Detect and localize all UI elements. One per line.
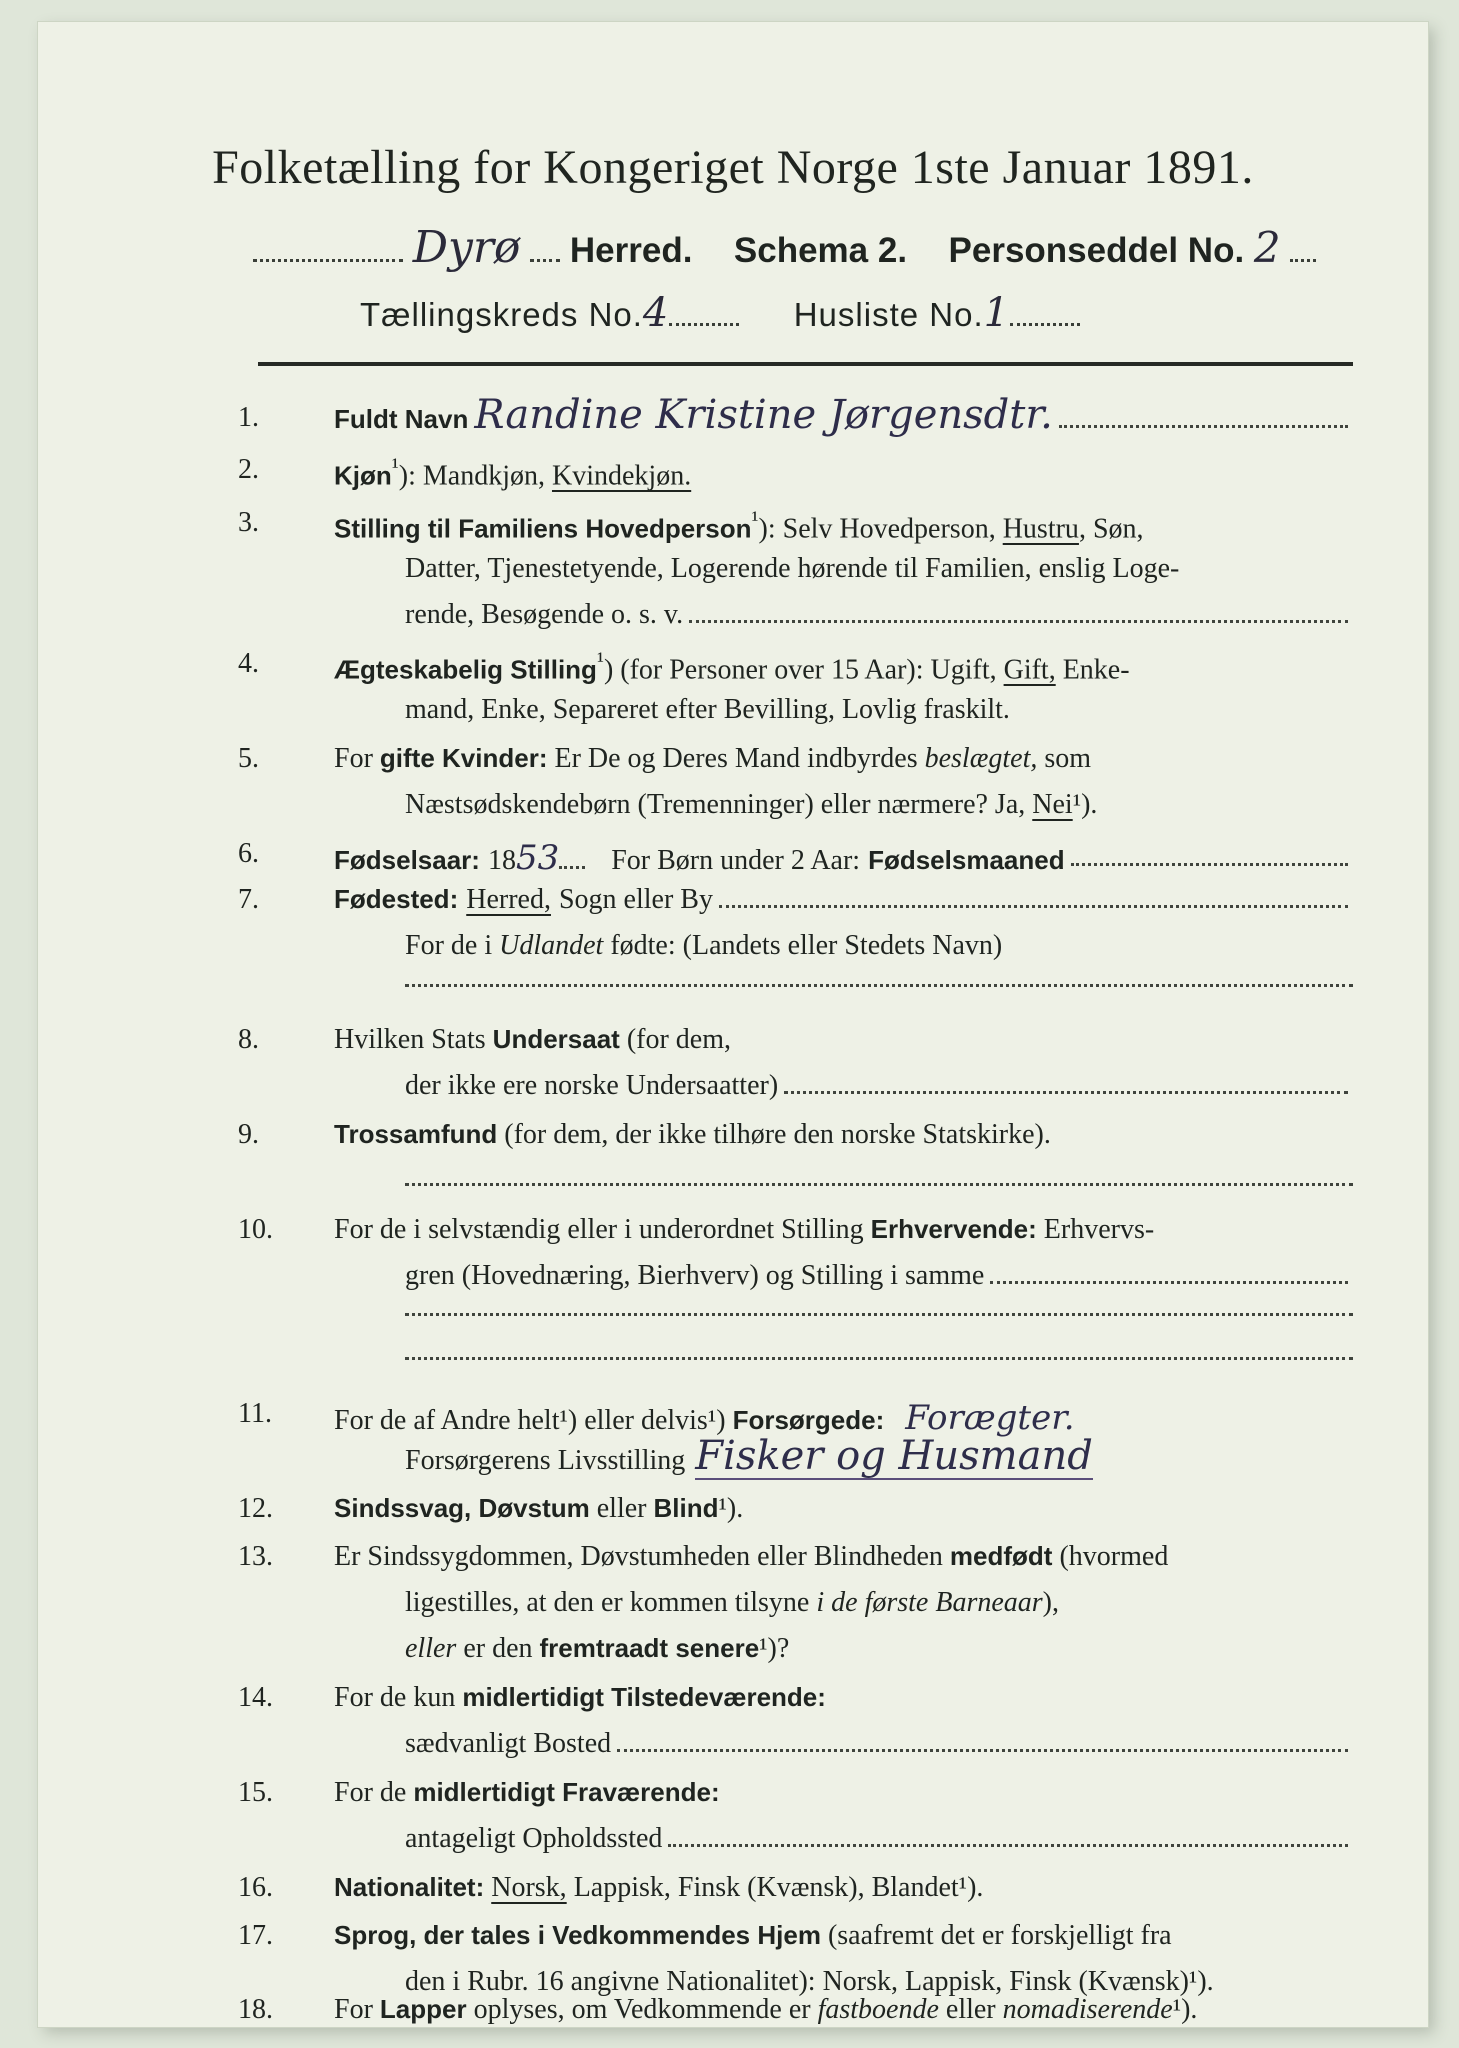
fill-dots (1071, 862, 1348, 866)
item-7-line-2 (38, 930, 1428, 970)
text: Forsørgerens Livsstilling (405, 1445, 686, 1476)
text-italic: beslægtet, (924, 743, 1038, 774)
item-number: 8. (238, 1024, 259, 1055)
item-16 (38, 1872, 1428, 1912)
religion-label: Trossamfund (334, 1119, 498, 1149)
congenital-label: medfødt (949, 1541, 1053, 1571)
text: ¹). (1172, 1994, 1198, 2025)
husliste-label: Husliste No. (793, 296, 984, 333)
text: (hvormed (1059, 1541, 1169, 1572)
family-position-label: Stilling til Familiens Hovedperson (334, 513, 752, 544)
item-15 (38, 1777, 1428, 1817)
item-5 (38, 743, 1428, 783)
text: eller (596, 1493, 647, 1524)
text: oplyses, om Vedkommende er (473, 1994, 811, 2025)
item-10-line-2 (38, 1260, 1428, 1300)
item-number: 6. (238, 838, 259, 869)
sex-selected: Kvindekjøn. (551, 460, 692, 492)
item-number: 9. (238, 1119, 259, 1150)
birth-year-value: 53 (515, 838, 560, 878)
item-8 (38, 1024, 1428, 1064)
text: ¹)? (759, 1633, 790, 1664)
language-label: Sprog, der tales i Vedkommendes Hjem (334, 1920, 821, 1950)
item-number: 7. (238, 884, 259, 915)
disability-label: Sindssvag, Døvstum (334, 1493, 590, 1523)
fill-dots (405, 1312, 1353, 1316)
marital-selected: Gift, (1003, 654, 1056, 686)
marital-status-label: Ægteskabelig Stilling (334, 654, 597, 685)
text: For (334, 1994, 373, 2025)
item-number: 2. (238, 454, 259, 485)
item-number: 17. (238, 1920, 273, 1951)
text: er den (463, 1633, 533, 1664)
fill-dots (719, 904, 1348, 908)
text: For de af Andre helt¹) eller delvis¹) (334, 1405, 726, 1436)
text-italic: nomadiserende (1002, 1994, 1173, 2025)
text-italic: i de første Barneaar (816, 1587, 1043, 1618)
birth-year-label: Fødselsaar: (334, 845, 480, 875)
family-position-options-2: , Søn, (1078, 513, 1144, 545)
item-11-line-2 (38, 1433, 1428, 1484)
family-position-options-3: Datter, Tjenestetyende, Logerende hørende til Familien, enslig Loge- (405, 553, 1180, 584)
text: For de i (405, 930, 493, 961)
header-rule (258, 362, 1353, 366)
herred-line (253, 222, 1316, 273)
item-13-line-3 (38, 1633, 1428, 1673)
sami-label: Lapper (379, 1994, 467, 2024)
text: For de (334, 1777, 407, 1808)
marital-options-2: Enke- (1062, 654, 1130, 686)
supported-value: Forægter. (905, 1398, 1075, 1438)
marital-options-3: mand, Enke, Separeret efter Bevilling, Lovlig fraskilt. (405, 694, 1010, 725)
text: ¹). (718, 1493, 744, 1524)
item-number: 5. (238, 743, 259, 774)
text: fødte: (Landets eller Stedets Navn) (610, 930, 1003, 961)
kreds-line (360, 290, 1080, 336)
text: Er Sindssygdommen, Døvstumheden eller Blindheden (334, 1541, 943, 1572)
item-3 (38, 507, 1428, 547)
personseddel-no: 2 (1253, 223, 1281, 272)
occupation-label: Erhvervende: (870, 1214, 1037, 1244)
personseddel-label: Personseddel No. (948, 231, 1245, 270)
text: der ikke ere norske Undersaatter) (405, 1070, 779, 1101)
later-onset-label: fremtraadt senere (539, 1633, 760, 1663)
schema-label: Schema 2. (733, 231, 908, 270)
text: ¹). (1072, 789, 1098, 820)
item-11 (38, 1398, 1428, 1438)
fill-dots (668, 1843, 1348, 1847)
husliste-dots (1010, 322, 1080, 326)
item-18 (38, 1994, 1428, 2034)
text: ligestilles, at den er kommen tilsyne (405, 1587, 810, 1618)
item-13 (38, 1541, 1428, 1581)
item-number: 14. (238, 1682, 273, 1713)
fill-dots (405, 983, 1353, 987)
text: (for dem, (626, 1024, 732, 1055)
family-position-options-4: rende, Besøgende o. s. v. (405, 599, 684, 630)
text: Sogn eller By (558, 884, 713, 915)
nationality-selected: Norsk, (491, 1872, 567, 1903)
married-women-label: gifte Kvinder: (379, 743, 548, 773)
fill-dots (617, 1748, 1348, 1752)
item-number: 10. (238, 1214, 273, 1245)
related-selected: Nei (1032, 789, 1073, 820)
item-number: 16. (238, 1872, 273, 1903)
item-number: 3. (238, 507, 259, 538)
item-15-line-2 (38, 1823, 1428, 1863)
text: (for dem, der ikke tilhøre den norske Statskirke). (504, 1119, 1051, 1150)
text: den i Rubr. 16 angivne Nationalitet): Norsk, Lappisk, Finsk (Kvænsk)¹). (405, 1966, 1214, 1997)
text: For de kun (334, 1682, 456, 1713)
herred-handwritten: Dyrø (412, 222, 521, 273)
text-italic: fastboende (817, 1994, 939, 2025)
item-number: 1. (238, 402, 259, 433)
item-14 (38, 1682, 1428, 1722)
birthplace-selected: Herred, (466, 884, 551, 915)
item-13-line-2 (38, 1587, 1428, 1627)
fill-dots (1059, 424, 1348, 428)
item-7 (38, 884, 1428, 924)
item-14-line-2 (38, 1728, 1428, 1768)
text: For de i selvstændig eller i underordnet Stilling (334, 1214, 864, 1245)
kreds-dots (669, 322, 739, 326)
text: sædvanligt Bosted (405, 1728, 612, 1759)
item-4 (38, 648, 1428, 688)
full-name-label: Fuldt Navn (334, 404, 469, 434)
temporary-present-label: midlertidigt Tilstedeværende: (462, 1682, 826, 1712)
item-17 (38, 1920, 1428, 1960)
text-italic: eller (405, 1633, 457, 1664)
fill-dots (559, 865, 585, 869)
text: som (1044, 743, 1092, 774)
form-title: Folketælling for Kongeriget Norge 1ste Januar 1891. (212, 141, 1254, 194)
text: For Børn under 2 Aar: (611, 845, 861, 876)
item-3-line-3 (38, 599, 1428, 639)
item-1 (38, 392, 1428, 442)
fill-dots (405, 1182, 1353, 1186)
marital-options: ) (for Personer over 15 Aar): Ugift, (603, 654, 997, 686)
footnote-mark: ¹ (596, 648, 604, 674)
item-2 (38, 454, 1428, 494)
herred-dots-2 (530, 258, 560, 262)
provider-occupation-value: Fisker og Husmand (695, 1433, 1093, 1479)
text: antageligt Opholdssted (405, 1823, 663, 1854)
fill-dots (405, 1356, 1353, 1360)
text: gren (Hovednæring, Bierhverv) og Stilling i samme (405, 1260, 985, 1291)
item-4-line-2 (38, 694, 1428, 734)
item-number: 11. (238, 1398, 272, 1429)
herred-dots (253, 258, 403, 262)
full-name-value: Randine Kristine Jørgensdtr. (474, 392, 1053, 438)
item-12 (38, 1493, 1428, 1533)
text: For (334, 743, 373, 774)
sex-label: Kjøn (334, 460, 392, 491)
subject-label: Undersaat (492, 1024, 620, 1054)
supported-label: Forsørgede: (732, 1405, 885, 1435)
item-number: 13. (238, 1541, 273, 1572)
blind-label: Blind (653, 1493, 719, 1523)
item-3-line-2 (38, 553, 1428, 593)
footnote-mark: ¹ (751, 507, 759, 533)
item-number: 4. (238, 648, 259, 679)
birthplace-label: Fødested: (334, 884, 459, 914)
temporary-absent-label: midlertidigt Fraværende: (413, 1777, 720, 1807)
text: Lappisk, Finsk (Kvænsk), Blandet¹). (573, 1872, 984, 1903)
footnote-mark: ¹ (391, 454, 399, 480)
text: eller (945, 1994, 996, 2025)
sex-options: ): Mandkjøn, (398, 460, 545, 492)
family-position-selected: Hustru (1002, 513, 1079, 545)
family-position-options: ): Selv Hovedperson, (758, 513, 996, 545)
text: Er De og Deres Mand indbyrdes (554, 743, 918, 774)
text: Erhvervs- (1043, 1214, 1155, 1245)
item-8-line-2 (38, 1070, 1428, 1110)
text: Næstsødskendebørn (Tremenninger) eller nærmere? Ja, (405, 789, 1026, 820)
census-form-sheet (38, 22, 1428, 2027)
text: ), (1042, 1587, 1059, 1618)
fill-dots (689, 619, 1348, 623)
text-italic: Udlandet (499, 930, 604, 961)
personseddel-dots (1290, 258, 1316, 262)
nationality-label: Nationalitet: (334, 1872, 485, 1902)
item-number: 15. (238, 1777, 273, 1808)
birth-year-prefix: 18 (487, 845, 516, 876)
husliste-no: 1 (983, 290, 1011, 336)
item-6 (38, 838, 1428, 878)
item-9 (38, 1119, 1428, 1159)
item-number: 18. (238, 1994, 273, 2025)
text: (saafremt det er forskjelligt fra (827, 1920, 1172, 1951)
birth-month-label: Fødselsmaaned (868, 845, 1065, 875)
item-number: 12. (238, 1493, 273, 1524)
text: Hvilken Stats (334, 1024, 486, 1055)
kreds-no: 4 (642, 290, 670, 336)
kreds-label: Tællingskreds No. (360, 296, 643, 333)
fill-dots (990, 1280, 1348, 1284)
item-10 (38, 1214, 1428, 1254)
herred-label: Herred. (569, 231, 693, 270)
fill-dots (784, 1090, 1348, 1094)
item-5-line-2 (38, 789, 1428, 829)
